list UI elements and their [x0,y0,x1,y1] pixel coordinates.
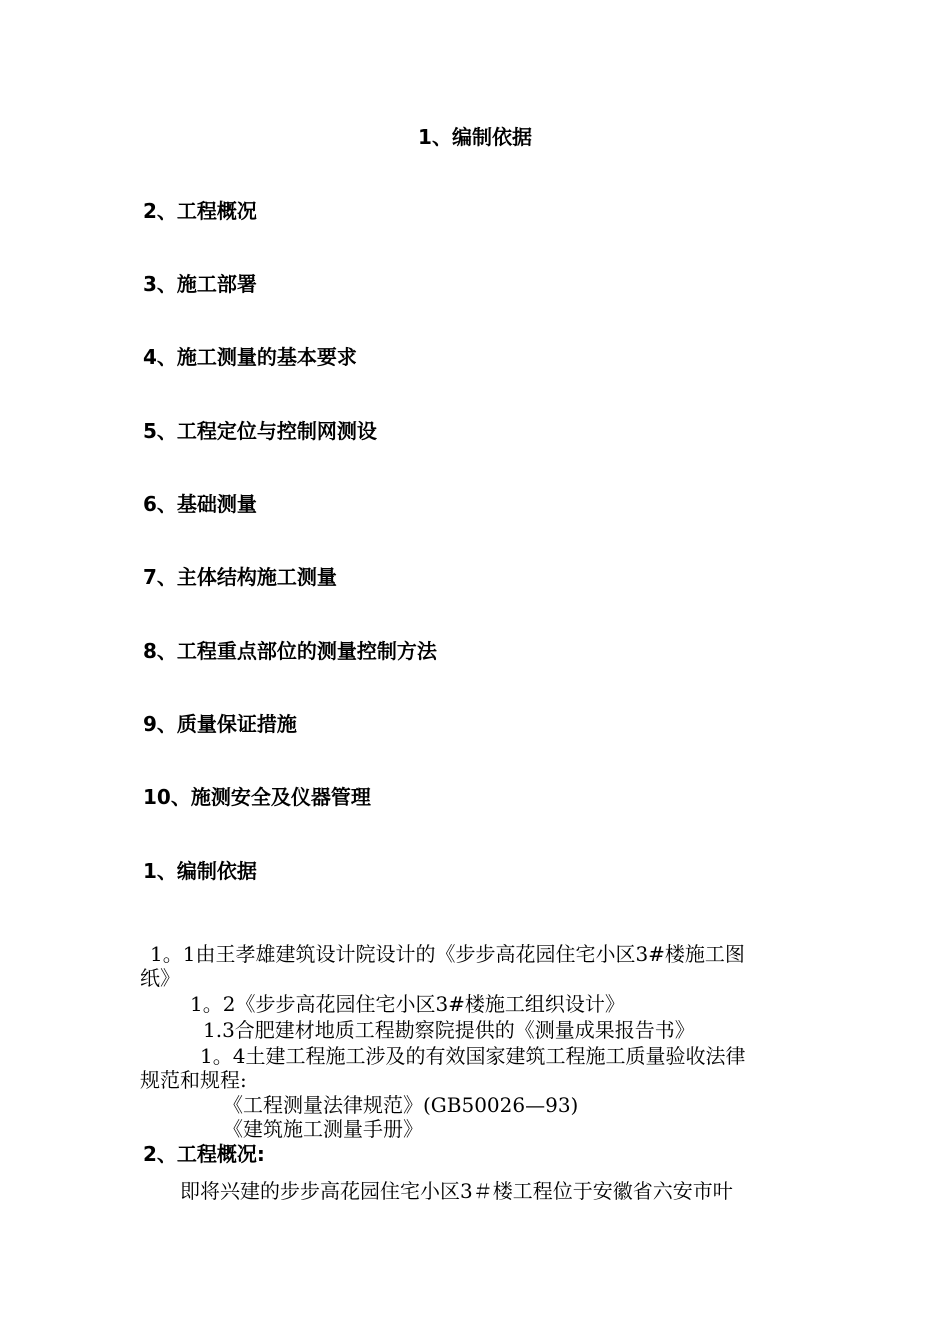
toc-item: 7、主体结构施工测量 [143,565,337,589]
toc-item: 5、工程定位与控制网测设 [143,419,377,443]
toc-item: 6、基础测量 [143,492,257,516]
toc-item: 4、施工测量的基本要求 [143,345,357,369]
toc-item: 9、质量保证措施 [143,712,297,736]
section-heading: 1、编制依据 [143,859,257,883]
body-line: 1。2《步步高花园住宅小区3#楼施工组织设计》 [190,992,625,1016]
toc-item: 2、工程概况 [143,199,257,223]
body-line: 即将兴建的步步高花园住宅小区3＃楼工程位于安徽省六安市叶 [180,1179,733,1203]
body-line: 1.3合肥建材地质工程勘察院提供的《测量成果报告书》 [203,1018,695,1042]
body-line: 《建筑施工测量手册》 [223,1117,423,1141]
body-line: 纸》 [140,966,180,990]
toc-item: 3、施工部署 [143,272,257,296]
body-line: 1。1由王孝雄建筑设计院设计的《步步高花园住宅小区3#楼施工图 [150,942,745,966]
toc-item: 10、施测安全及仪器管理 [143,785,371,809]
toc-title: 1、编制依据 [418,125,532,149]
body-line: 规范和规程: [140,1068,247,1092]
section-heading: 2、工程概况: [143,1142,265,1166]
body-line: 《工程测量法律规范》(GB50026—93) [223,1093,579,1117]
body-line: 1。4土建工程施工涉及的有效国家建筑工程施工质量验收法律 [200,1044,746,1068]
toc-item: 8、工程重点部位的测量控制方法 [143,639,437,663]
